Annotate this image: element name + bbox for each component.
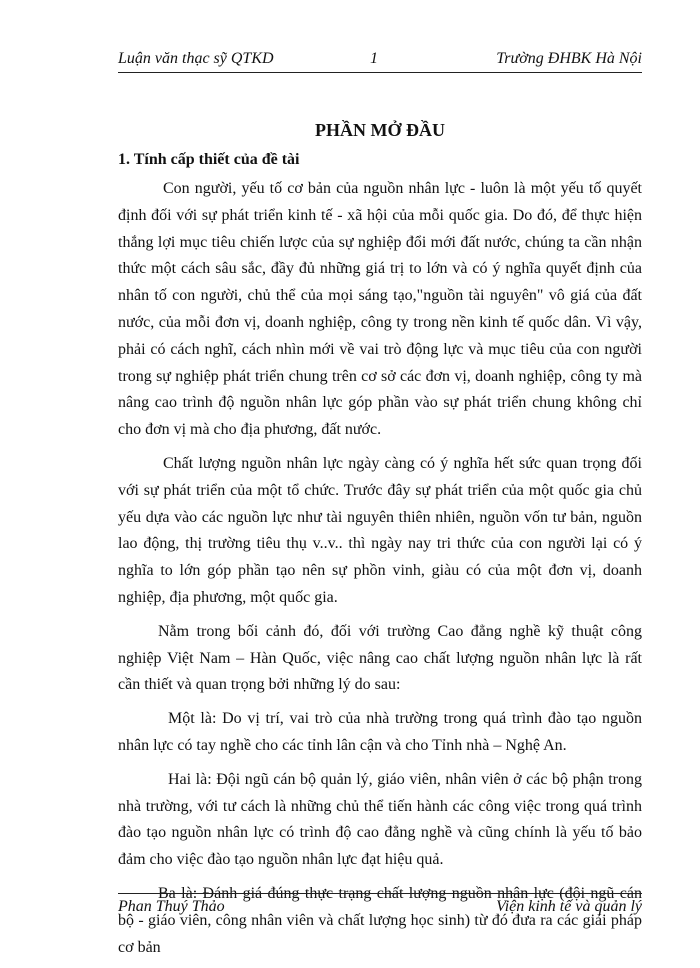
section-heading: 1. Tính cấp thiết của đề tài — [118, 151, 300, 168]
header-university: Trường ĐHBK Hà Nội — [496, 50, 642, 67]
page-title: PHẦN MỞ ĐẦU — [315, 120, 445, 140]
paragraph: Hai là: Đội ngũ cán bộ quản lý, giáo viên, nhân viên ở các bộ phận trong nhà trường, với tư cách là những chủ thể tiến hành các công việc trong quá trình đào tạo nguồn nhân lực có trình độ cao đẳng nghề và cũng chính là yếu tố bảo đảm cho việc đào tạo nguồn nhân lực đạt hiệu quả. — [118, 770, 642, 869]
page-header — [118, 46, 642, 73]
header-thesis-label: Luận văn thạc sỹ QTKD — [118, 50, 274, 67]
footer-institute: Viện kinh tế và quản lý — [496, 898, 642, 915]
paragraph: Ba là: Đánh giá đúng thực trạng chất lượng nguồn nhân lực (đội ngũ cán bộ - giáo viên, công nhân viên và chất lượng học sinh) từ đó đưa ra các giải pháp cơ bản — [118, 884, 642, 956]
page-number: 1 — [370, 50, 378, 67]
paragraph: Chất lượng nguồn nhân lực ngày càng có ý nghĩa hết sức quan trọng đối với sự phát triển của một tổ chức. Trước đây sự phát triển của một quốc gia chủ yếu dựa vào các nguồn lực như tài nguyên thiên nhiên, nguồn vốn tư bản, nguồn lao động, thị trường tiêu thụ v..v.. thì ngày nay tri thức của con người lại có ý nghĩa to lớn góp phần tạo nên sự phồn vinh, giàu có của một đơn vị, doanh nghiệp, địa phương, một quốc gia. — [118, 454, 642, 606]
body-text — [118, 176, 642, 968]
page-footer — [118, 893, 642, 920]
paragraph: Con người, yếu tố cơ bản của nguồn nhân lực - luôn là một yếu tố quyết định đối với sự phát triển kinh tế - xã hội của mỗi quốc gia. Do đó, để thực hiện thắng lợi mục tiêu chiến lược của sự nghiệp đổi mới đất nước, chúng ta cần nhận thức một cách sâu sắc, đầy đủ những giá trị to lớn và có ý nghĩa quyết định của nhân tố con người, chủ thể của mọi sáng tạo,"nguồn tài nguyên" vô giá của đất nước, của mỗi đơn vị, doanh nghiệp, công ty trong nền kinh tế quốc dân. Vì vậy, phải có cách nghĩ, cách nhìn mới về vai trò động lực và mục tiêu của con người trong sự nghiệp phát triển chung trên cơ sở các đơn vị, doanh nghiệp, công ty mà nâng cao trình độ nguồn nhân lực góp phần vào sự phát triển chung không chỉ cho đơn vị mà cho địa phương, đất nước. — [118, 180, 642, 439]
paragraph: Nằm trong bối cảnh đó, đối với trường Cao đẳng nghề kỹ thuật công nghiệp Việt Nam – Hàn Quốc, việc nâng cao chất lượng nguồn nhân lực là rất cần thiết và quan trọng bởi những lý do sau: — [118, 622, 642, 694]
paragraph: Một là: Do vị trí, vai trò của nhà trường trong quá trình đào tạo nguồn nhân lực có tay nghề cho các tỉnh lân cận và cho Tỉnh nhà – Nghệ An. — [118, 710, 642, 754]
footer-author: Phan Thuý Thảo — [118, 898, 225, 915]
